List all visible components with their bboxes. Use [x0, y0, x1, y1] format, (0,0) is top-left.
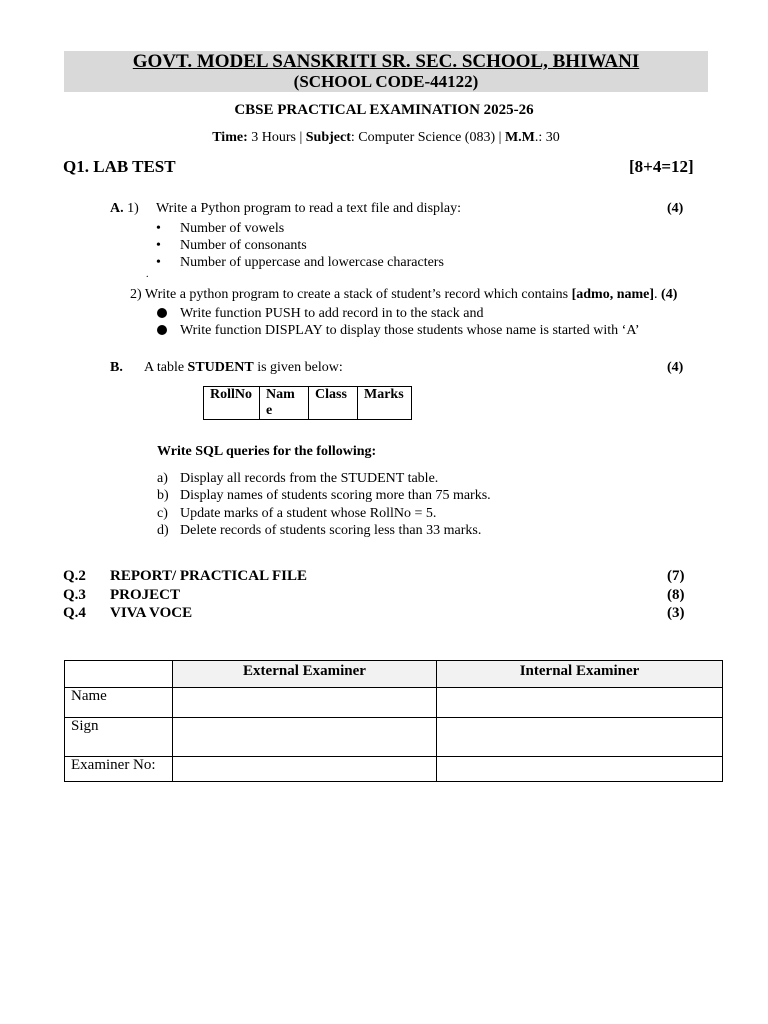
question-marks: (3) — [667, 605, 685, 621]
exam-meta — [0, 130, 768, 146]
bullet-icon: • — [156, 255, 161, 270]
item2-bullet: Write function PUSH to add record in to the stack and — [180, 306, 484, 321]
q1-marks: [8+4=12] — [629, 157, 694, 176]
item1-bullet: Number of consonants — [180, 238, 307, 253]
row-label-examiner-no: Examiner No: — [65, 757, 173, 782]
q1-number: Q1 — [63, 157, 85, 176]
col-header-name: Nam e — [260, 387, 309, 420]
mm-value: .: 30 — [534, 130, 560, 145]
query-text: Display all records from the STUDENT table. — [180, 471, 439, 486]
internal-sign-cell — [437, 718, 723, 757]
part-a-label-line — [110, 200, 139, 217]
item2-tail: . — [654, 287, 662, 302]
item2-fields: [admo, name] — [571, 287, 655, 302]
item1-marks: (4) — [667, 201, 684, 216]
question-marks: (8) — [667, 587, 685, 603]
query-text: Display names of students scoring more than 75 marks. — [180, 488, 491, 503]
q1-title: . LAB TEST — [84, 157, 176, 176]
part-b-text-post: is given below: — [253, 360, 343, 375]
row-label-sign: Sign — [65, 718, 173, 757]
item2-line — [130, 286, 677, 303]
question-title: PROJECT — [110, 587, 181, 603]
exam-header-external: External Examiner — [173, 661, 437, 688]
item2-bullet: Write function DISPLAY to display those students whose name is started with ‘A’ — [180, 323, 640, 338]
bullet-icon: • — [156, 238, 161, 253]
table-row — [65, 688, 723, 718]
query-label: c) — [157, 506, 168, 521]
table-row — [65, 661, 723, 688]
part-b-label: B. — [110, 360, 123, 375]
part-b-text — [144, 359, 343, 376]
stray-dot: . — [146, 269, 149, 280]
bullet-icon — [157, 308, 167, 318]
external-sign-cell — [173, 718, 437, 757]
sql-heading: Write SQL queries for the following: — [157, 444, 377, 459]
col-header-class: Class — [309, 387, 358, 420]
table-name: STUDENT — [187, 360, 254, 375]
time-label: Time: — [212, 130, 248, 145]
item1-number: 1) — [127, 201, 139, 216]
bullet-icon: • — [156, 221, 161, 236]
bullet-icon — [157, 325, 167, 335]
query-label: d) — [157, 523, 169, 538]
query-label: b) — [157, 488, 169, 503]
item1-bullet: Number of vowels — [180, 221, 285, 236]
exam-title: CBSE PRACTICAL EXAMINATION 2025-26 — [234, 102, 534, 118]
question-number: Q.3 — [63, 587, 86, 603]
question-title: REPORT/ PRACTICAL FILE — [110, 568, 307, 584]
part-a-label: A. — [110, 201, 124, 216]
part-b-text-pre: A table — [144, 360, 188, 375]
mm-label: M.M — [504, 130, 535, 145]
time-value: 3 Hours | — [247, 130, 306, 145]
query-text: Update marks of a student whose RollNo = 5. — [180, 506, 437, 521]
query-label: a) — [157, 471, 168, 486]
col-header-rollno: RollNo — [204, 387, 260, 420]
external-name-cell — [173, 688, 437, 718]
school-code: (SCHOOL CODE-44122) — [293, 72, 479, 91]
table-row — [65, 718, 723, 757]
exam-header-internal: Internal Examiner — [437, 661, 723, 688]
query-text: Delete records of students scoring less than 33 marks. — [180, 523, 482, 538]
exam-header-blank — [65, 661, 173, 688]
subject-value: : Computer Science (083) | — [350, 130, 505, 145]
q1-heading — [63, 157, 176, 177]
student-table — [203, 386, 412, 420]
internal-name-cell — [437, 688, 723, 718]
item1-bullet: Number of uppercase and lowercase characters — [180, 255, 444, 270]
item2-marks: (4) — [661, 287, 678, 302]
question-number: Q.2 — [63, 568, 86, 584]
item1-text: Write a Python program to read a text file and display: — [156, 201, 462, 216]
school-name: GOVT. MODEL SANSKRITI SR. SEC. SCHOOL, BHIWANI — [132, 51, 640, 72]
examiner-table — [64, 660, 723, 782]
question-marks: (7) — [667, 568, 685, 584]
row-label-name: Name — [65, 688, 173, 718]
question-title: VIVA VOCE — [110, 605, 193, 621]
subject-label: Subject — [305, 130, 351, 145]
item2-text: 2) Write a python program to create a stack of student’s record which contains — [130, 287, 572, 302]
external-examiner-no-cell — [173, 757, 437, 782]
col-header-marks: Marks — [358, 387, 412, 420]
internal-examiner-no-cell — [437, 757, 723, 782]
question-number: Q.4 — [63, 605, 86, 621]
table-row — [65, 757, 723, 782]
table-row — [204, 387, 412, 420]
part-b-marks: (4) — [667, 360, 684, 375]
